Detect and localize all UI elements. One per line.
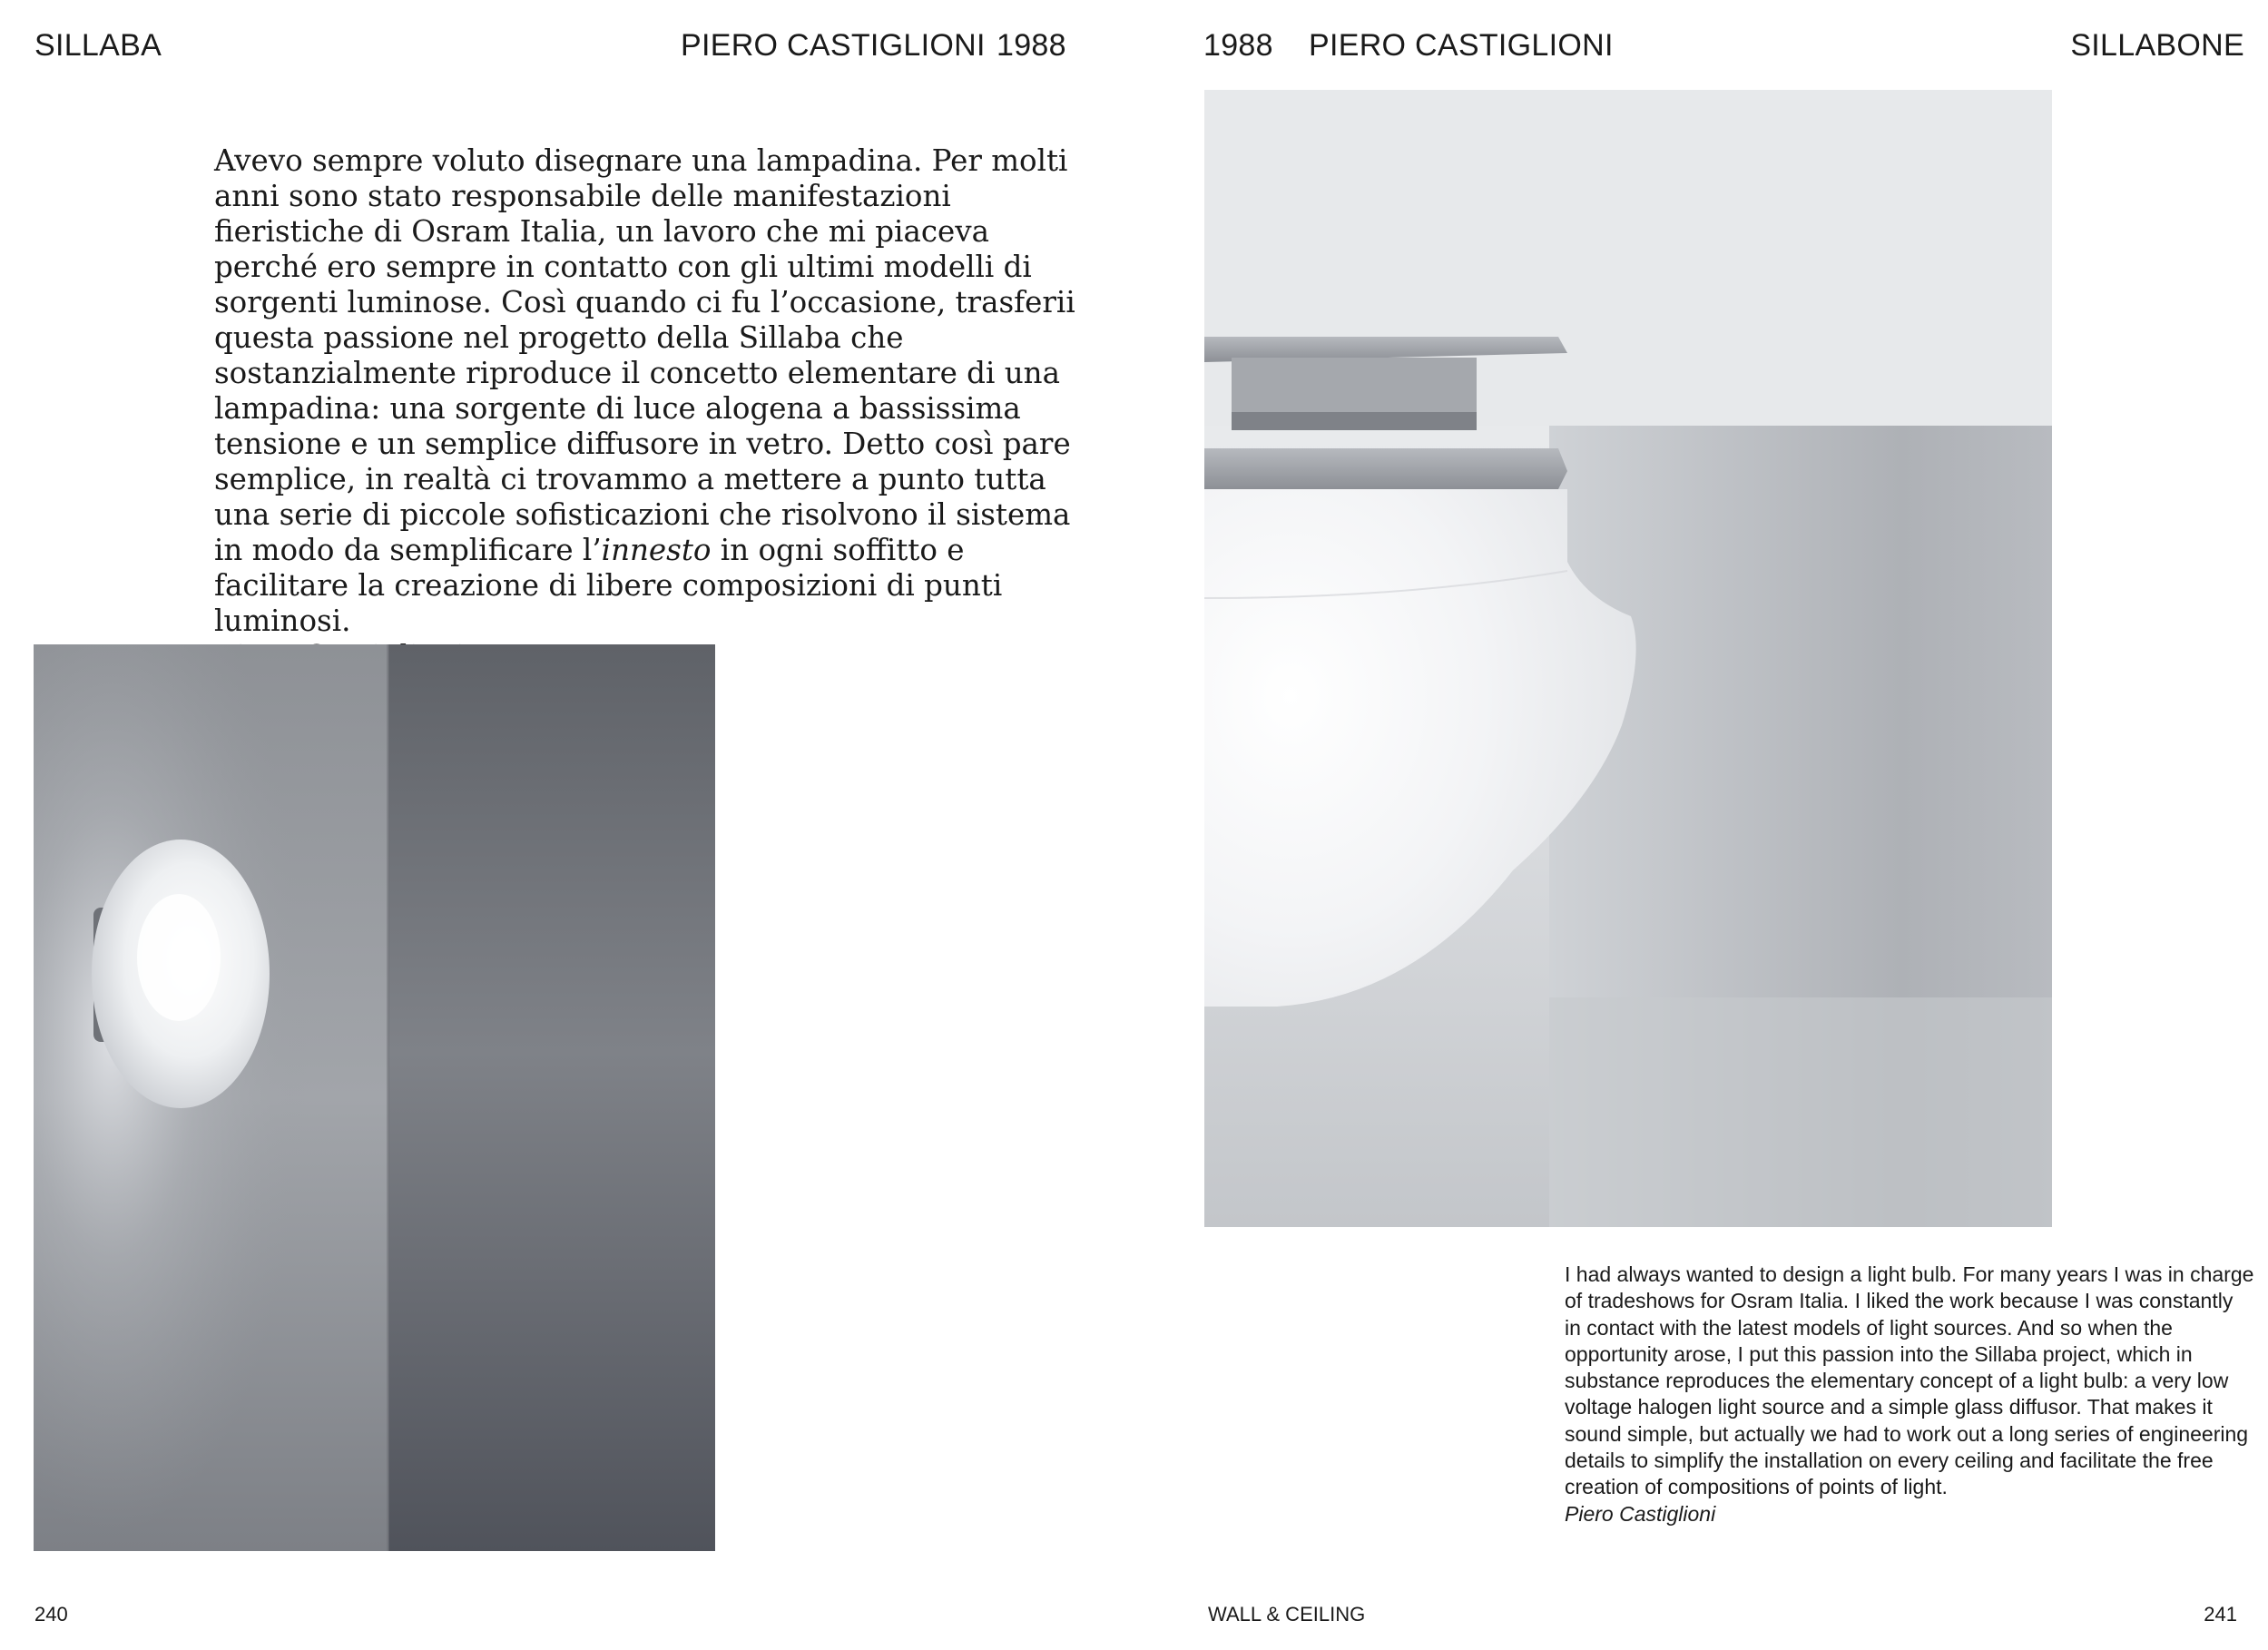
left-header-designer: PIERO CASTIGLIONI: [681, 28, 986, 63]
italian-text-part-2: in ogni soffitto e facilitare la creazione di libere composizioni di punti luminosi.: [214, 533, 1003, 638]
italian-italic-word: innesto: [601, 533, 712, 567]
italian-text-part-1: Avevo sempre voluto disegnare una lampadina. Per molti anni sono stato responsabile delle manifestazioni fieristiche di Osram Italia, un lavoro che mi piaceva perché ero sempre in contatto con gli ultimi modelli di sorgenti luminose. Così quando ci fu l’occasione, trasferii questa passione nel progetto della Sillaba che sostanzialmente riproduce il concetto elementare di una lampadina: una sorgente di luce alogena a bassissima tensione e un semplice diffusore in vetro. Detto così pare semplice, in realtà ci trovammo a mettere a punto tutta una serie di piccole sofisticazioni che risolvono il sistema in modo da semplificare l’: [214, 143, 1075, 567]
page-number-right: 241: [2204, 1603, 2237, 1625]
english-signature: Piero Castiglioni: [1565, 1501, 1716, 1526]
section-title: WALL & CEILING: [1208, 1603, 1366, 1625]
left-header-product: SILLABA: [34, 28, 162, 63]
english-paragraph: I had always wanted to design a light bulb. For many years I was in charge of tradeshows for Osram Italia. I liked the work because I was constantly in contact with the latest models of light sources. And so when the opportunity arose, I put this passion into the Sillaba project, which in substance reproduces the elementary concept of a light bulb: a very low voltage halogen light source and a simple glass diffusor. That makes it sound simple, but actually we had to work out a long series of engineering details to simplify the installation on every ceiling and facilitate the free creation of compositions of points of light.: [1565, 1262, 2254, 1499]
sillaba-wall-image: [34, 644, 715, 1551]
right-header-product: SILLABONE: [2070, 28, 2244, 63]
italian-quote: [214, 143, 1076, 674]
left-header-year: 1988: [997, 28, 1066, 63]
page-number-left: 240: [34, 1603, 68, 1625]
right-header-designer: PIERO CASTIGLIONI: [1309, 28, 1614, 63]
right-header-year: 1988: [1203, 28, 1273, 63]
sillabone-ceiling-image: [1204, 90, 2052, 1227]
sillabone-ceiling-photo: [1204, 90, 2052, 1227]
english-quote: [1565, 1262, 2254, 1527]
sillaba-wall-photo: [34, 644, 715, 1551]
italian-paragraph: [214, 143, 1076, 639]
